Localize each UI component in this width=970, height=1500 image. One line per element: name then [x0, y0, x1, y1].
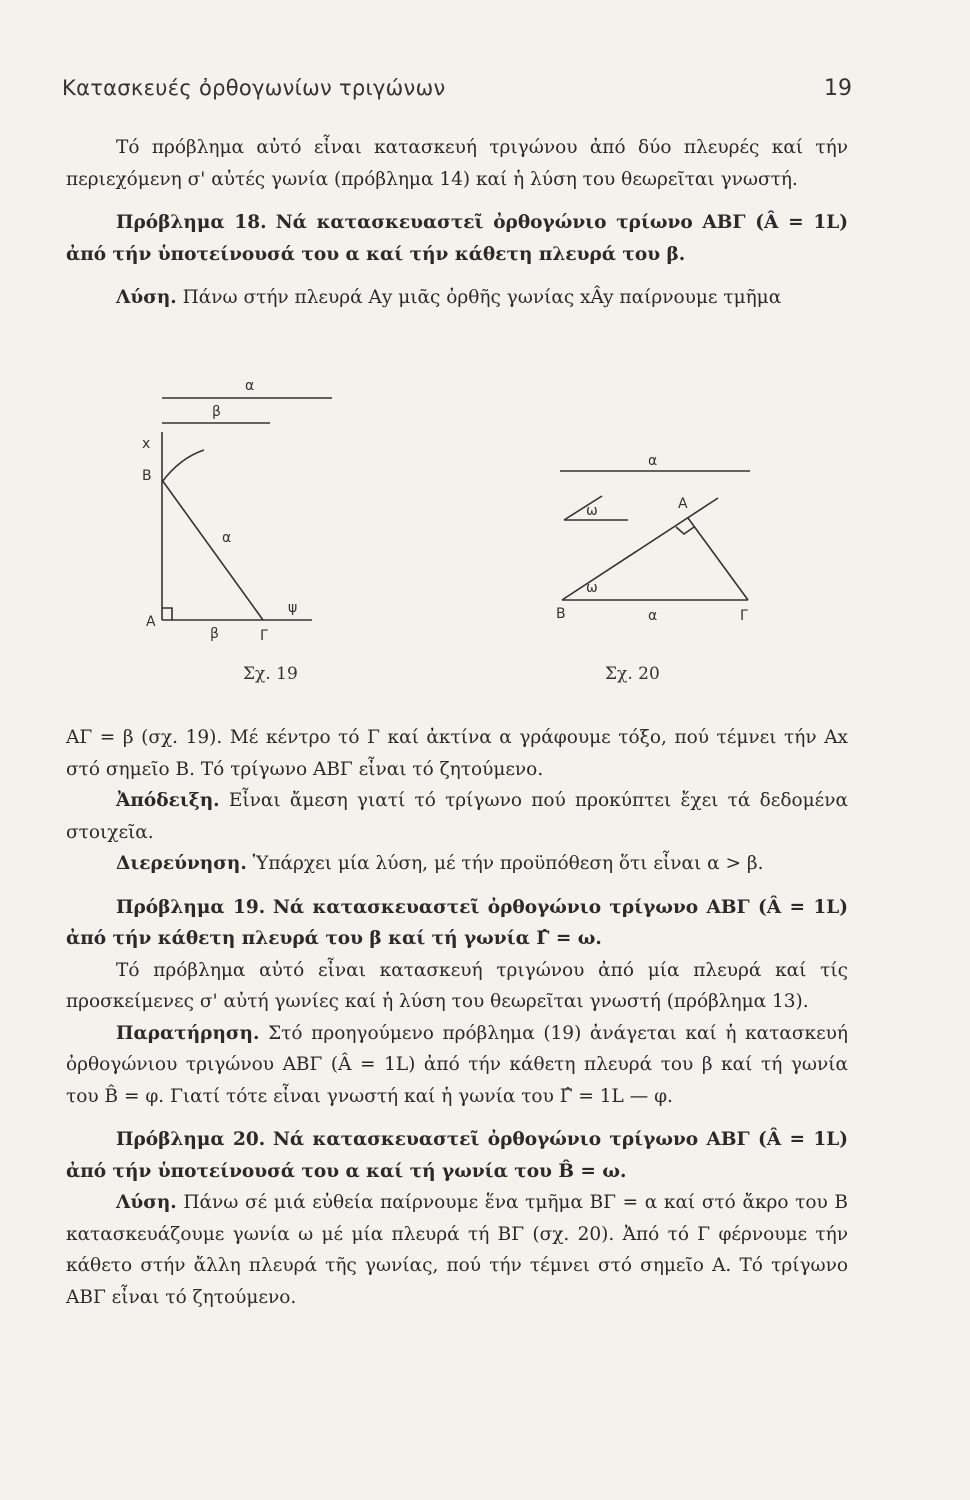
right-angle-mark-20	[676, 527, 694, 534]
figures-svg	[120, 368, 820, 698]
figure-20-labels	[556, 453, 748, 624]
figures-area	[120, 368, 820, 698]
problem19-paragraph	[66, 892, 848, 955]
label-b-seg-19: β	[212, 404, 221, 420]
label-omega-20: ω	[586, 580, 598, 596]
running-title: Κατασκευές ὀρθογωνίων τριγώνων	[62, 76, 446, 100]
label-A-20: Α	[678, 496, 688, 512]
discussion-label: Διερεύνηση.	[116, 853, 247, 874]
label-a-side-20: α	[648, 608, 658, 624]
label-a-seg-20: α	[648, 453, 658, 469]
label-omega-given: ω	[586, 503, 598, 519]
hypotenuse-bg	[162, 480, 263, 620]
solution-label-20: Λύση.	[116, 1192, 177, 1213]
discussion-text: Ὑπάρχει μία λύση, μέ τήν προϋπόθεση ὅτι εἶναι α > β.	[252, 853, 764, 874]
remark-text: Στό προηγούμενο πρόβλημα (19) ἀνάγεται καί ἡ κατασκευή ὀρθογώνιου τριγώνου ΑΒΓ (Â = 1L) ἀπό τήν κάθετη πλευρά του β καί τή γωνία του B̂ = φ. Γιατί τότε εἶναι γνωστή καί ἡ γωνία του Γ̂ = 1L — φ.	[66, 1022, 848, 1107]
label-G-20: Γ	[740, 608, 748, 624]
proof-paragraph	[66, 785, 848, 848]
discussion-paragraph	[66, 848, 848, 880]
label-G-19: Γ	[260, 628, 268, 644]
problem19-text: Τό πρόβλημα αὐτό εἶναι κατασκευή τριγώνου ἀπό μία πλευρά καί τίς προσκείμενες σ' αὐτή γωνίες καί ἡ λύση του θεωρεῖται γνωστή (πρόβλημα 13).	[66, 959, 848, 1012]
problem20-paragraph	[66, 1124, 848, 1187]
label-B-19: Β	[142, 468, 152, 484]
caption-fig20: Σχ. 20	[605, 664, 660, 684]
label-B-20: Β	[556, 606, 566, 622]
problem18-paragraph	[66, 207, 848, 270]
page-header	[62, 76, 852, 112]
lower-text	[66, 722, 848, 1313]
label-a-side-19: α	[222, 530, 232, 546]
problem19-statement: Νά κατασκευαστεῖ ὀρθογώνιο τρίγωνο ΑΒΓ (Â = 1L) ἀπό τήν κάθετη πλευρά του β καί τή γωνία Γ̂ = ω.	[66, 896, 848, 949]
side-AG	[688, 518, 748, 600]
label-psi-19: ψ	[288, 600, 298, 616]
problem18-solution-start	[66, 282, 848, 314]
proof-text: Εἶναι ἄμεση γιατί τό τρίγωνο πού προκύπτει ἔχει τά δεδομένα στοιχεῖα.	[66, 790, 848, 843]
figure-19	[162, 398, 332, 620]
solution-start-text: Πάνω στήν πλευρά Αy μιᾶς ὀρθῆς γωνίας xÂy παίρνουμε τμῆμα	[182, 287, 782, 308]
figure-19-labels	[142, 378, 297, 644]
remark-paragraph	[66, 1018, 848, 1113]
label-b-side-19: β	[210, 626, 219, 642]
problem18-heading: Πρόβλημα 18.	[116, 212, 267, 233]
solution-cont-18: ΑΓ = β (σχ. 19). Μέ κέντρο τό Γ καί ἀκτίνα α γράφουμε τόξο, πού τέμνει τήν Αx στό σημεῖο Β. Τό τρίγωνο ΑΒΓ εἶναι τό ζητούμενο.	[66, 727, 848, 780]
solution-label-18: Λύση.	[116, 287, 177, 308]
problem20-heading: Πρόβλημα 20.	[116, 1129, 266, 1150]
solution-text-20: Πάνω σέ μιά εὐθεία παίρνουμε ἕνα τμῆμα ΒΓ = α καί στό ἄκρο του Β κατασκευάζουμε γωνία ω μέ μία πλευρά τή ΒΓ (σχ. 20). Ἀπό τό Γ φέρνουμε τήν κάθετο στήν ἄλλη πλευρά τῆς γωνίας, πού τήν τέμνει στό σημεῖο Α. Τό τρίγωνο ΑΒΓ εἶναι τό ζητούμενο.	[66, 1192, 848, 1308]
label-A-19: Α	[146, 614, 156, 630]
proof-label: Ἀπόδειξη.	[116, 790, 220, 811]
arc-compass	[162, 450, 204, 482]
label-x-19: x	[142, 436, 151, 452]
problem20-statement: Νά κατασκευαστεῖ ὀρθογώνιο τρίγωνο ΑΒΓ (Â = 1L) ἀπό τήν ὑποτείνουσά του α καί τή γωνία του B̂ = ω.	[66, 1129, 848, 1182]
intro-paragraph: Τό πρόβλημα αὐτό εἶναι κατασκευή τριγώνου ἀπό δύο πλευρές καί τήν περιεχόμενη σ' αὐτές γωνία (πρόβλημα 14) καί ἡ λύση του θεωρεῖται γνωστή.	[66, 137, 848, 190]
problem18-statement: Νά κατασκευαστεῖ ὀρθογώνιο τρίωνο ΑΒΓ (Â = 1L) ἀπό τήν ὑποτείνουσά του α καί τήν κάθετη πλευρά του β.	[66, 212, 848, 265]
right-angle-mark	[162, 608, 172, 620]
upper-text	[66, 132, 848, 314]
page-number: 19	[824, 76, 852, 101]
caption-fig19: Σχ. 19	[243, 664, 298, 684]
remark-label: Παρατήρηση.	[116, 1022, 260, 1044]
label-a-seg-19: α	[245, 378, 255, 394]
problem20-solution	[66, 1187, 848, 1313]
problem19-heading: Πρόβλημα 19.	[116, 896, 266, 918]
